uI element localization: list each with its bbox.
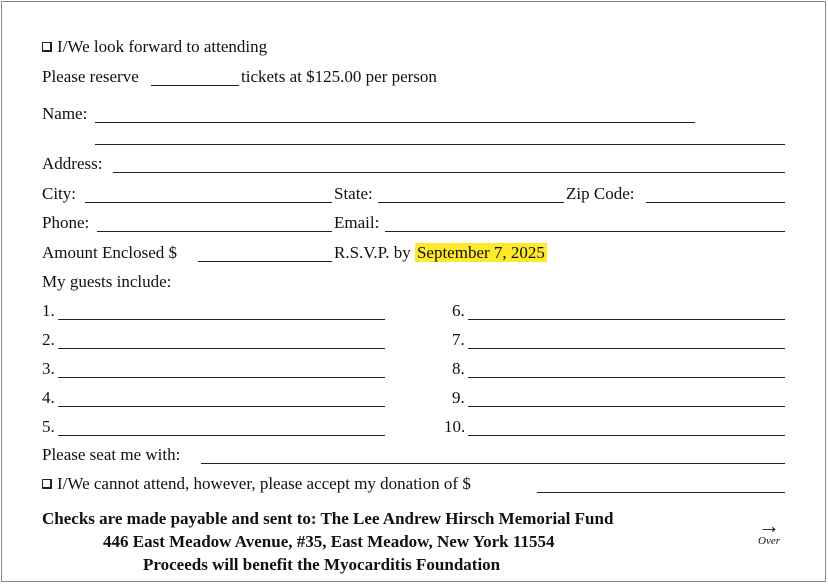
guest-field-6[interactable] [468, 319, 785, 320]
arrow-right-icon: → [758, 513, 780, 538]
rsvp-text [334, 243, 547, 263]
footer-payable: Checks are made payable and sent to: The Lee Andrew Hirsch Memorial Fund [42, 509, 614, 528]
guest-number: 10. [444, 417, 466, 436]
name-label: Name: [42, 104, 88, 123]
guests-heading: My guests include: [42, 272, 172, 291]
rsvp-date: September 7, 2025 [416, 243, 545, 262]
guest-field-1[interactable] [58, 319, 385, 320]
state-field[interactable] [378, 202, 564, 203]
rsvp-prefix: R.S.V.P. by [334, 243, 411, 262]
guest-field-9[interactable] [468, 406, 785, 407]
guest-field-8[interactable] [468, 377, 785, 378]
city-label: City: [42, 184, 77, 203]
guest-number: 6. [452, 301, 465, 320]
attend-option[interactable] [42, 37, 267, 57]
footer-proceeds: Proceeds will benefit the Myocarditis Foundation [143, 555, 501, 574]
name-field-line2[interactable] [95, 144, 785, 145]
address-field[interactable] [113, 172, 785, 173]
guest-number: 8. [452, 359, 465, 378]
guest-field-4[interactable] [58, 406, 385, 407]
donation-field[interactable] [537, 492, 785, 493]
name-field[interactable] [95, 122, 695, 123]
email-label: Email: [334, 213, 380, 232]
over-label: Over [758, 535, 780, 547]
zip-label: Zip Code: [566, 184, 635, 203]
phone-label: Phone: [42, 213, 90, 232]
guest-number: 5. [42, 417, 55, 436]
email-field[interactable] [385, 231, 785, 232]
cannot-attend-label: I/We cannot attend, however, please accept my donation of $ [57, 474, 471, 493]
address-label: Address: [42, 154, 103, 173]
guest-number: 4. [42, 388, 55, 407]
phone-field[interactable] [97, 231, 332, 232]
guest-field-5[interactable] [58, 435, 385, 436]
guest-number: 9. [452, 388, 465, 407]
amount-label: Amount Enclosed $ [42, 243, 178, 262]
guest-number: 1. [42, 301, 55, 320]
guest-number: 2. [42, 330, 55, 349]
attend-checkbox[interactable] [42, 42, 52, 52]
amount-field[interactable] [198, 261, 332, 262]
guest-number: 3. [42, 359, 55, 378]
guest-field-3[interactable] [58, 377, 385, 378]
cannot-attend-option[interactable] [42, 474, 471, 494]
over-indicator [749, 513, 789, 547]
city-field[interactable] [85, 202, 332, 203]
ticket-count-field[interactable] [151, 85, 239, 86]
cannot-attend-checkbox[interactable] [42, 479, 52, 489]
guest-field-7[interactable] [468, 348, 785, 349]
guest-field-10[interactable] [468, 435, 785, 436]
footer-address: 446 East Meadow Avenue, #35, East Meadow, New York 11554 [103, 532, 555, 551]
reserve-prefix: Please reserve [42, 67, 139, 86]
seat-with-field[interactable] [201, 463, 785, 464]
guest-number: 7. [452, 330, 465, 349]
attend-label: I/We look forward to attending [57, 37, 268, 56]
seat-with-label: Please seat me with: [42, 445, 181, 464]
reserve-suffix: tickets at $125.00 per person [241, 67, 437, 86]
zip-field[interactable] [646, 202, 785, 203]
guest-field-2[interactable] [58, 348, 385, 349]
state-label: State: [334, 184, 373, 203]
